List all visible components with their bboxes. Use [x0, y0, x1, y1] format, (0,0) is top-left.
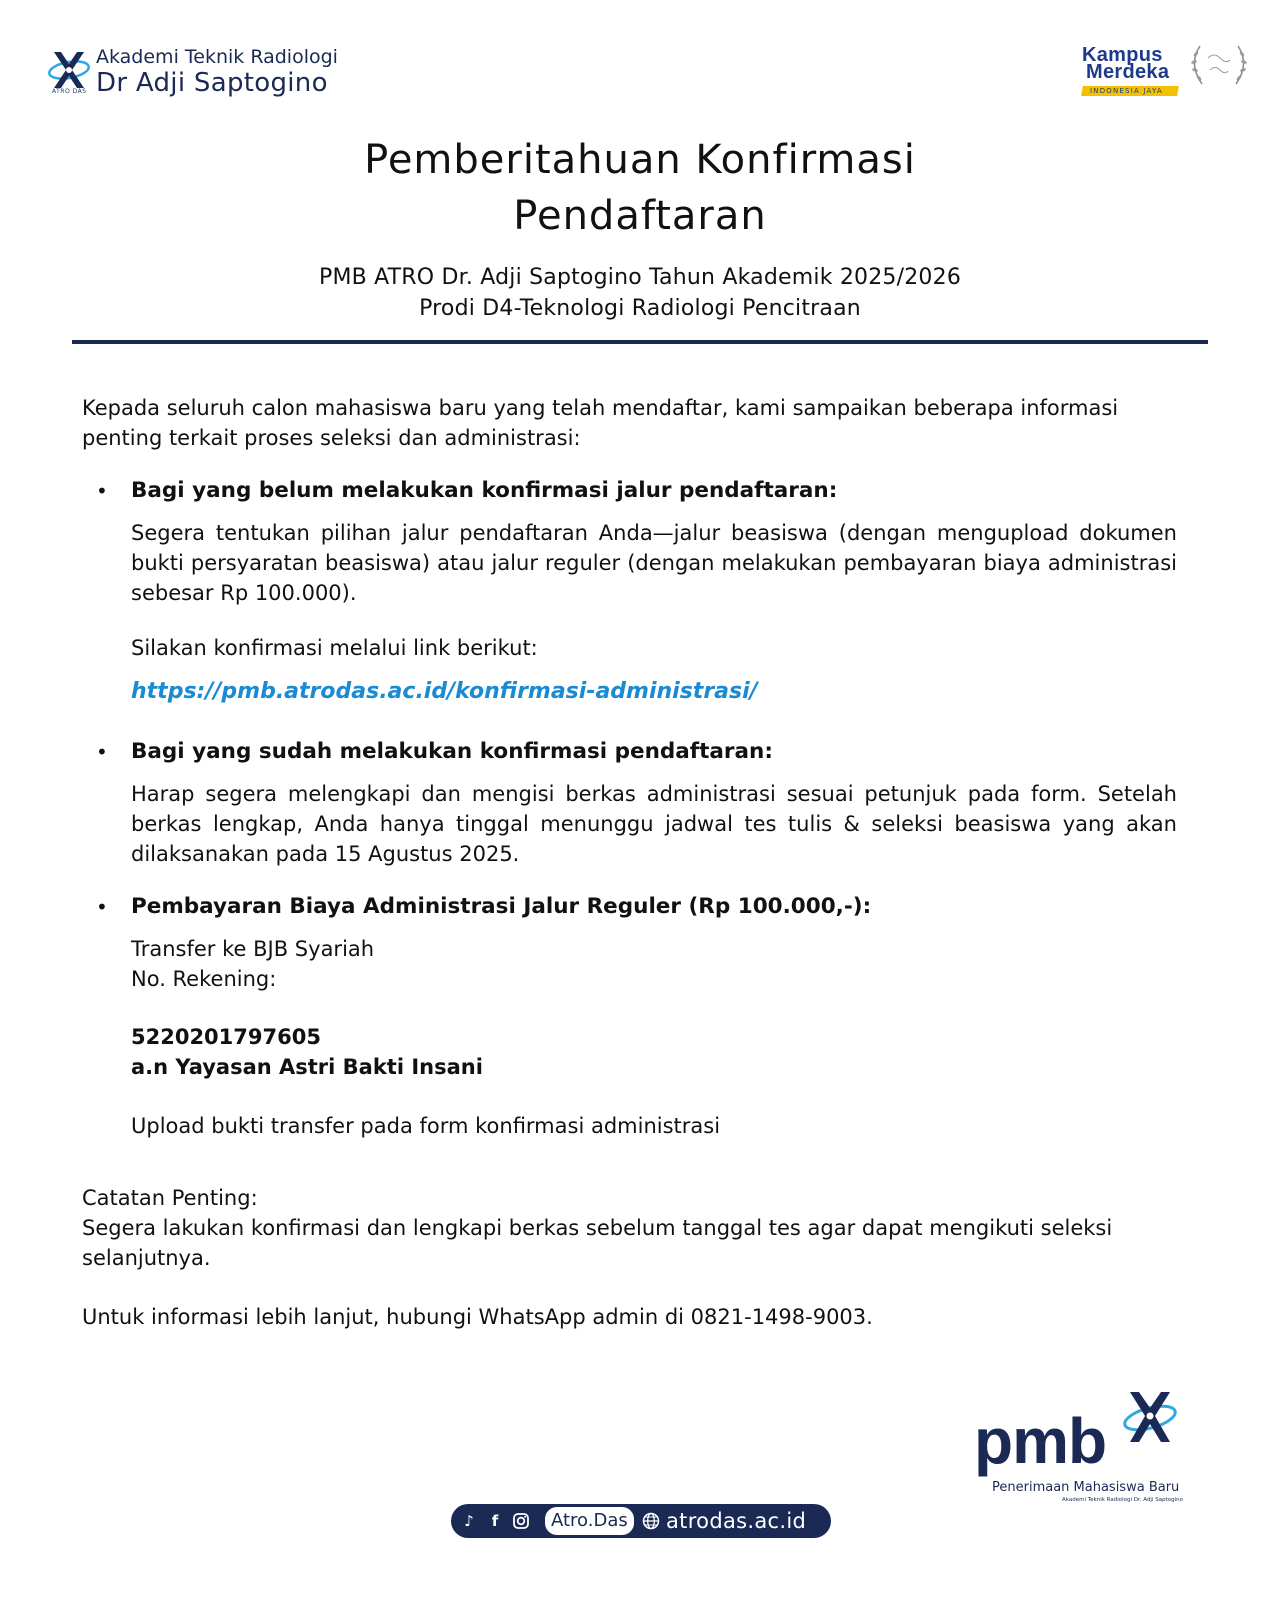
pmb-logo — [970, 1402, 1210, 1502]
website-link[interactable]: atrodas.ac.id — [666, 1509, 807, 1533]
section-2-body: Harap segera melengkapi dan mengisi berkas administrasi sesuai petunjuk pada form. Setelah berkas lengkap, Anda hanya tinggal menunggu jadwal tes tulis & seleksi beasiswa yang akan dilaksanakan pada 15 Agustus 2025. — [131, 782, 1177, 866]
account-number: 5220201797605 — [131, 1025, 321, 1049]
bullet-3: • — [96, 895, 108, 919]
pmb-subtitle: Penerimaan Mahasiswa Baru — [992, 1480, 1180, 1495]
institution-name-line2: Dr Adji Saptogino — [96, 68, 328, 98]
kampus-merdeka-line1: Kampus — [1082, 44, 1163, 66]
section-2-heading: Bagi yang sudah melakukan konfirmasi pendaftaran: — [131, 739, 773, 764]
pmb-wordmark: pmb — [974, 1405, 1107, 1477]
bank-name: Transfer ke BJB Syariah — [131, 937, 375, 961]
header-divider — [72, 340, 1208, 344]
globe-icon — [642, 1512, 660, 1530]
pmb-small-text: Akademi Teknik Radiologi Dr. Adji Saptogino — [1062, 1497, 1183, 1503]
tiktok-icon[interactable]: ♪ — [464, 1512, 474, 1530]
facebook-icon[interactable]: f — [491, 1512, 499, 1530]
account-name: a.n Yayasan Astri Bakti Insani — [131, 1055, 483, 1079]
note-text: Segera lakukan konfirmasi dan lengkapi berkas sebelum tanggal tes agar dapat mengikuti seleksi selanjutnya. — [82, 1216, 1113, 1270]
page-subtitle — [0, 262, 1280, 324]
section-1-link-intro: Silakan konfirmasi melalui link berikut: — [131, 636, 538, 660]
account-label: No. Rekening: — [131, 967, 277, 991]
page-title — [0, 132, 1280, 244]
section-1-heading: Bagi yang belum melakukan konfirmasi jalur pendaftaran: — [131, 478, 838, 503]
kampus-merdeka-tag: INDONESIA JAYA — [1090, 87, 1163, 95]
kampus-merdeka-line2: Merdeka — [1086, 61, 1170, 83]
section-3-heading: Pembayaran Biaya Administrasi Jalur Reguler (Rp 100.000,-): — [131, 894, 872, 919]
page-title-line1: Pemberitahuan Konfirmasi — [364, 137, 916, 183]
atro-small-label: ATRO DAS — [52, 88, 87, 95]
note-label: Catatan Penting: — [82, 1186, 258, 1210]
atro-x-logo-icon — [46, 46, 92, 100]
kampus-merdeka-logo — [1082, 44, 1182, 96]
confirmation-link[interactable]: https://pmb.atrodas.ac.id/konfirmasi-administrasi/ — [131, 679, 758, 704]
intro-paragraph: Kepada seluruh calon mahasiswa baru yang telah mendaftar, kami sampaikan beberapa informasi penting terkait proses seleksi dan administrasi: — [82, 396, 1119, 450]
instagram-icon[interactable] — [512, 1512, 530, 1530]
pmb-x-mark-icon — [1120, 1386, 1180, 1448]
bullet-1: • — [96, 479, 108, 503]
institution-logo — [46, 46, 338, 100]
contact-info: Untuk informasi lebih lanjut, hubungi WhatsApp admin di 0821-1498-9003. — [82, 1305, 873, 1329]
subtitle-line2: Prodi D4-Teknologi Radiologi Pencitraan — [419, 296, 861, 321]
social-handle[interactable]: Atro.Das — [545, 1507, 634, 1535]
section-1-body: Segera tentukan pilihan jalur pendaftaran Anda—jalur beasiswa (dengan mengupload dokumen bukti persyaratan beasiswa) atau jalur reguler (dengan melakukan pembayaran biaya administrasi sebesar Rp 100.000). — [131, 521, 1177, 605]
upload-note: Upload bukti transfer pada form konfirmasi administrasi — [131, 1114, 721, 1138]
page-title-line2: Pendaftaran — [513, 193, 767, 239]
institution-name-line1: Akademi Teknik Radiologi — [96, 46, 338, 68]
bullet-2: • — [96, 740, 108, 764]
social-icons — [460, 1504, 530, 1538]
wreath-emblem-icon — [1186, 40, 1252, 90]
subtitle-line1: PMB ATRO Dr. Adji Saptogino Tahun Akademik 2025/2026 — [318, 265, 962, 290]
